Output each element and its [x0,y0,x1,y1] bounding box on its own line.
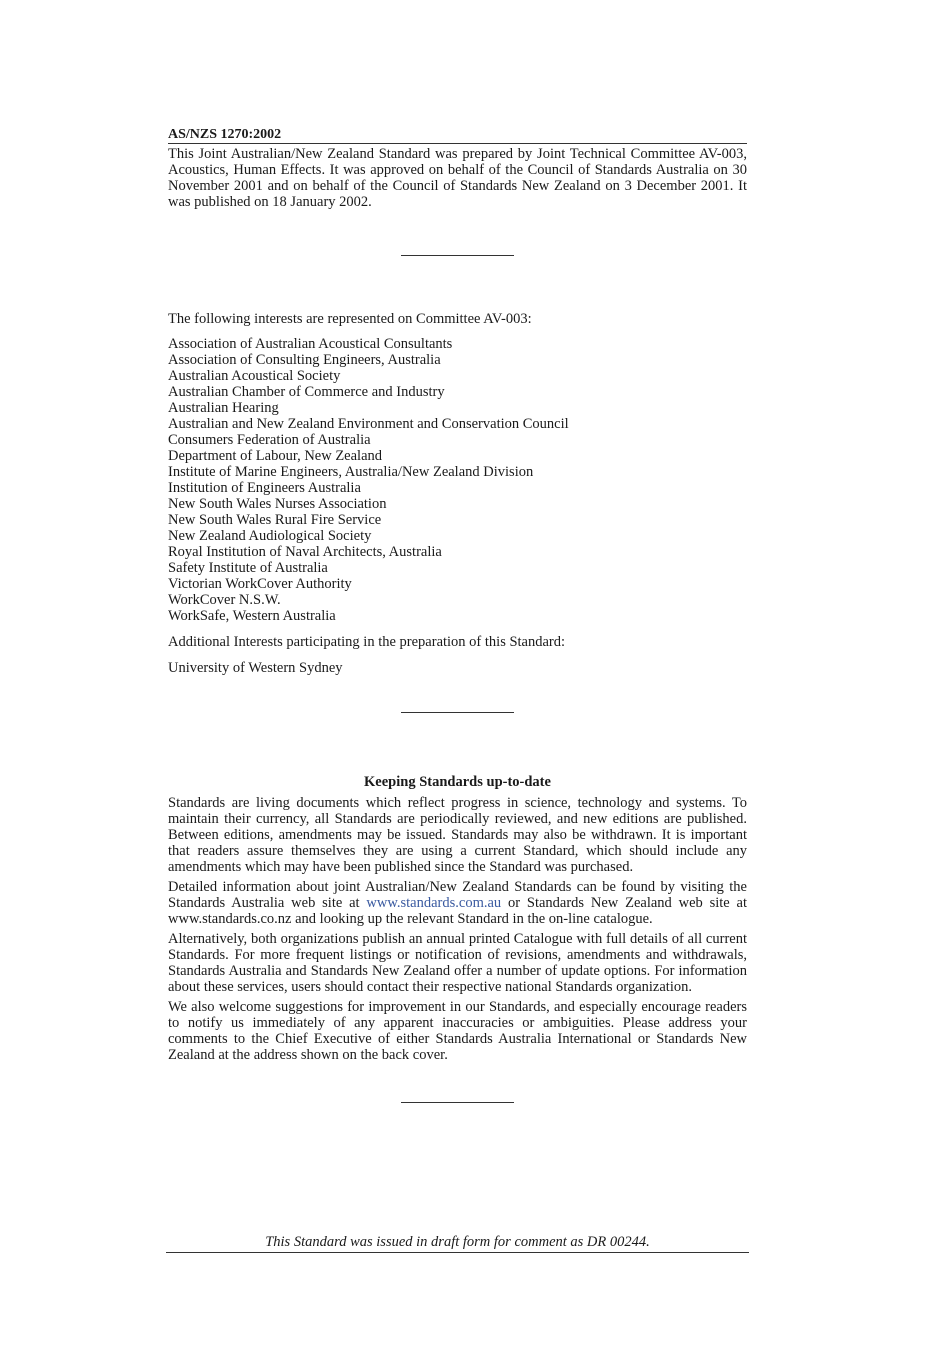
additional-interests-intro: Additional Interests participating in the preparation of this Standard: [168,634,566,650]
section-divider [401,712,514,713]
committee-member: Consumers Federation of Australia [168,432,371,448]
committee-member: WorkSafe, Western Australia [168,608,336,624]
committee-member: Association of Australian Acoustical Consultants [168,336,453,352]
keeping-paragraph: We also welcome suggestions for improvement in our Standards, and especially encourage readers to notify us immediately of any apparent inaccuracies or ambiguities. Please address your comments to the Chief Executive of either Standards Australia International or Standards New Zealand at the address shown on the back cover. [168,999,747,1063]
keeping-paragraph-text: Detailed information about joint Australian/New Zealand Standards can be found by visiting the Standards Australia web site at [168,879,747,911]
committee-member: Safety Institute of Australia [168,560,328,576]
draft-note-footer: This Standard was issued in draft form for comment as DR 00244. [166,1234,749,1253]
keeping-standards-body [168,795,747,1063]
committee-member: Royal Institution of Naval Architects, Australia [168,544,442,560]
committee-member: Australian and New Zealand Environment and Conservation Council [168,416,569,432]
committee-member: New Zealand Audiological Society [168,528,372,544]
committee-member: Association of Consulting Engineers, Australia [168,352,441,368]
committee-intro: The following interests are represented on Committee AV-003: [168,311,532,327]
committee-member: Australian Hearing [168,400,279,416]
committee-member: Department of Labour, New Zealand [168,448,383,464]
committee-member: Institute of Marine Engineers, Australia/New Zealand Division [168,464,534,480]
committee-member: Institution of Engineers Australia [168,480,361,496]
standards-australia-link[interactable]: www.standards.com.au [366,895,502,911]
additional-interest-member: University of Western Sydney [168,660,343,676]
section-divider [401,1102,514,1103]
committee-member: WorkCover N.S.W. [168,592,281,608]
keeping-paragraph: Standards are living documents which reflect progress in science, technology and systems. To maintain their currency, all Standards are periodically reviewed, and new editions are published. Between editions, amendments may be issued. Standards may also be withdrawn. It is important that readers assure themselves they are using a current Standard, which should include any amendments which may have been published since the Standard was purchased. [168,795,747,875]
preparation-note: This Joint Australian/New Zealand Standard was prepared by Joint Technical Committee AV-003, Acoustics, Human Effects. It was approved on behalf of the Council of Standards Australia on 30 November 2001 and on behalf of the Council of Standards New Zealand on 3 December 2001. It was published on 18 January 2002. [168,143,747,210]
keeping-paragraph: Alternatively, both organizations publish an annual printed Catalogue with full details of all current Standards. For more frequent listings or notification of revisions, amendments and withdrawals, Standards Australia and Standards New Zealand offer a number of update options. For information about these services, users should contact their respective national Standards organization. [168,931,747,995]
committee-member-list [168,336,747,624]
document-page [168,126,747,1103]
keeping-standards-heading: Keeping Standards up-to-date [364,774,551,790]
committee-member: New South Wales Rural Fire Service [168,512,382,528]
committee-member: New South Wales Nurses Association [168,496,387,512]
committee-member: Victorian WorkCover Authority [168,576,352,592]
document-id: AS/NZS 1270:2002 [168,127,282,142]
keeping-paragraph-text: or Standards New Zealand web site at www.standards.co.nz and looking up the relevant Standard in the on-line catalogue. [168,895,748,927]
committee-member: Australian Acoustical Society [168,368,341,384]
committee-member: Australian Chamber of Commerce and Industry [168,384,445,400]
section-divider [401,255,514,256]
keeping-paragraph [168,879,747,927]
